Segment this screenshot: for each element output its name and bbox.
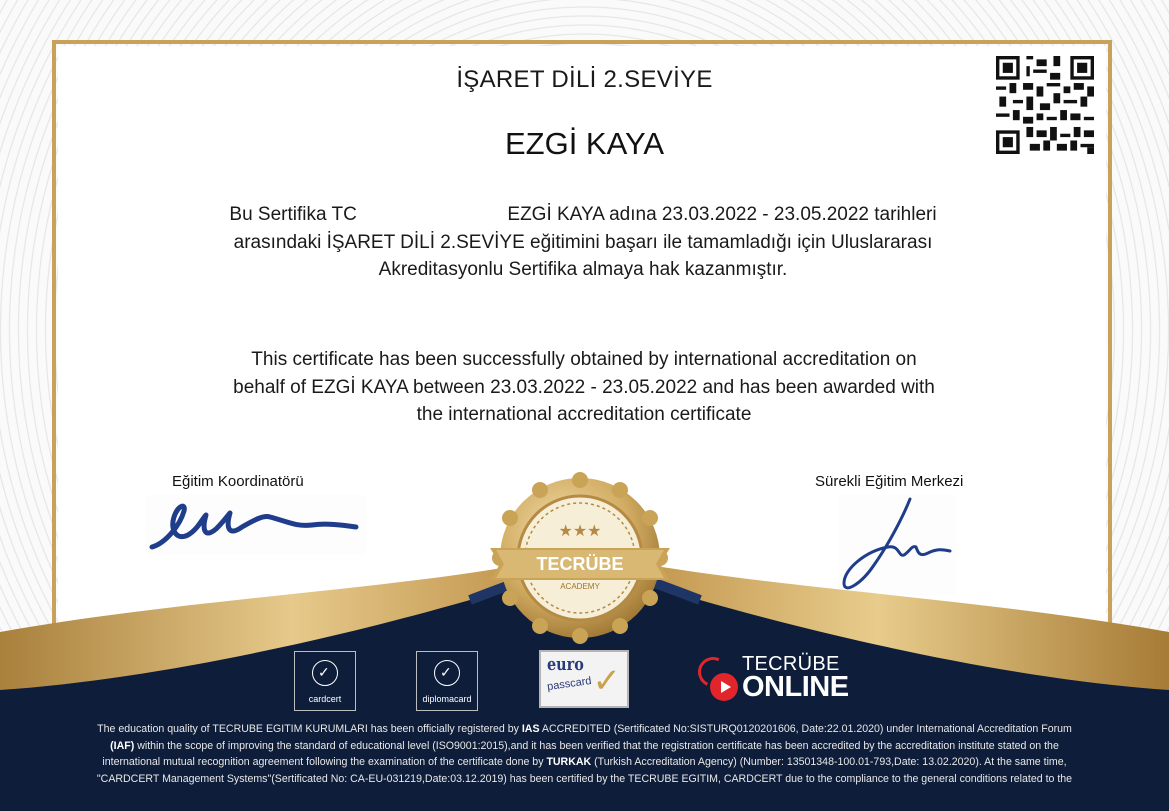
- footer-line3: [18, 754, 1151, 771]
- english-statement-line1: This certificate has been successfully obtained by international accreditation on: [251, 349, 917, 370]
- footer-text: (Turkish Accreditation Agency) (Number: 13501348-100.01-793,Date: 13.02.2020). At the same time,: [591, 756, 1067, 768]
- seal-brand: TECRÜBE: [536, 554, 624, 574]
- tecrube-academy-seal: [490, 470, 670, 650]
- diplomacard-label: diplomacard: [422, 694, 472, 704]
- europass-top-text: euro: [547, 654, 584, 675]
- online-bottom-text: ONLINE: [742, 671, 849, 703]
- footer-bold: TURKAK: [546, 756, 592, 768]
- checkmark-icon: ✓: [592, 662, 621, 700]
- online-top-text: TECRÜBE: [742, 653, 840, 675]
- seal-subtitle: ACADEMY: [560, 582, 600, 591]
- tr-prefix: Bu Sertifika TC: [229, 204, 357, 225]
- europasscard-logo: [539, 650, 629, 708]
- english-statement-line2: behalf of EZGİ KAYA between 23.03.2022 - 23.05.2022 and has been awarded with: [233, 376, 935, 398]
- footer-bold: (IAF): [110, 739, 135, 752]
- left-signature-label: Eğitim Koordinatörü: [172, 473, 304, 490]
- footer-line2: [18, 738, 1151, 755]
- footer-text: The education quality of TECRUBE EGITIM KURUMLARI has been officially registered by: [97, 723, 522, 735]
- europass-bottom-text: passcard: [546, 674, 593, 694]
- tr-line1-rest: EZGİ KAYA adına 23.03.2022 - 23.05.2022 tarihleri: [507, 204, 937, 225]
- english-statement-line3: the international accreditation certificate: [416, 404, 752, 425]
- play-icon: [710, 673, 738, 701]
- turkish-statement-line3: Akreditasyonlu Sertifika almaya hak kazanmıştır.: [378, 259, 788, 280]
- cardcert-logo: [294, 651, 356, 711]
- footer-text: ACCREDITED (Sertificated No:SISTURQ0120201606, Date:22.01.2020) under International Accreditation Forum: [539, 723, 1072, 735]
- recipient-name: EZGİ KAYA: [504, 126, 665, 161]
- diplomacard-logo: [416, 651, 478, 711]
- checkmark-icon: ✓: [312, 660, 338, 686]
- accreditation-footer: [18, 721, 1151, 787]
- footer-text: within the scope of improving the standard of educational level (ISO9001:2015),and it has been verified that the registration certificate has been accredited by the accreditation institute stated on the: [134, 739, 1059, 752]
- right-signature-label: Sürekli Eğitim Merkezi: [815, 473, 964, 490]
- footer-line4: "CARDCERT Management Systems"(Sertificated No: CA-EU-031219,Date:03.12.2019) has been certified by the TECRUBE EGITIM, CARDCERT due to the compliance to the general conditions related to the: [96, 772, 1073, 785]
- footer-line1: [18, 721, 1151, 738]
- cardcert-label: cardcert: [308, 694, 342, 704]
- tecrube-online-logo: [694, 651, 864, 707]
- turkish-statement-line2: arasındaki İŞARET DİLİ 2.SEVİYE eğitimini başarı ile tamamladığı için Uluslararası: [233, 231, 933, 253]
- certificate-level-title: İŞARET DİLİ 2.SEVİYE: [456, 66, 713, 93]
- footer-text: international mutual recognition agreement following the examination of the certificate done by: [102, 756, 547, 768]
- checkmark-icon: ✓: [434, 660, 460, 686]
- footer-bold: IAS: [521, 723, 540, 735]
- svg-text:★★★: ★★★: [558, 521, 602, 540]
